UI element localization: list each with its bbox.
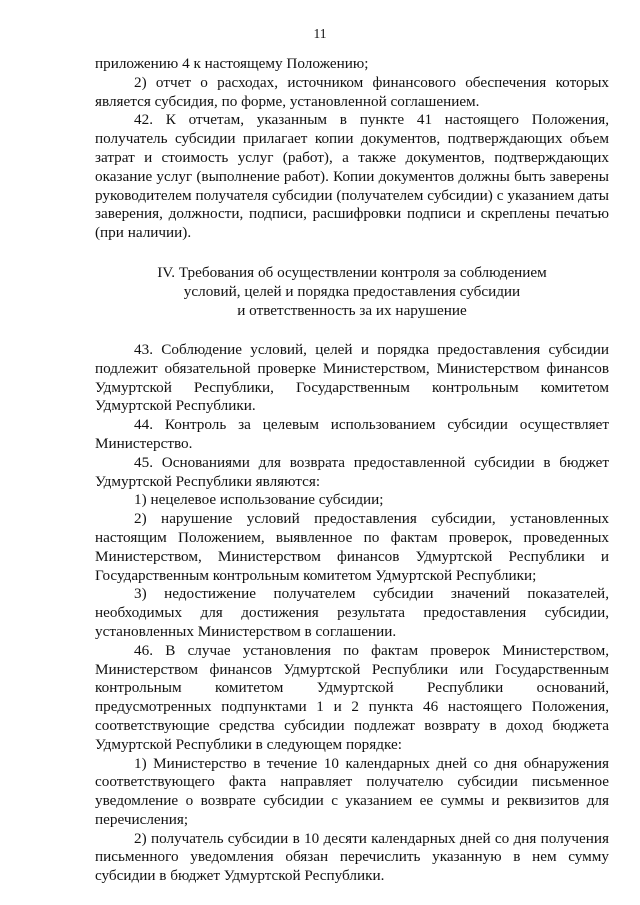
- paragraph: 2) получатель субсидии в 10 десяти календарных дней со дня получения письменного уведомления обязан перечислить указанную в нем сумму субсидии в бюджет Удмуртской Республики.: [95, 829, 609, 885]
- paragraph: 46. В случае установления по фактам проверок Министерством, Министерством финансов Удмуртской Республики или Государственным контрольным комитетом Удмуртской Республики оснований, предусмотренных подпунктами 1 и 2 пункта 46 настоящего Положения, соответствующие средства субсидии подлежат возврату в доход бюджета Удмуртской Республики в следующем порядке:: [95, 641, 609, 753]
- paragraph: 1) нецелевое использование субсидии;: [134, 491, 384, 509]
- section-heading-line: и ответственность за их нарушение: [237, 301, 467, 319]
- paragraph: 2) отчет о расходах, источником финансового обеспечения которых является субсидия, по форме, установленной соглашением.: [95, 73, 609, 110]
- paragraph: 44. Контроль за целевым использованием субсидии осуществляет Министерство.: [95, 416, 609, 452]
- section-heading-line: условий, целей и порядка предоставления субсидии: [183, 282, 521, 300]
- page-number: 11: [313, 26, 327, 41]
- paragraph: 45. Основаниями для возврата предоставленной субсидии в бюджет Удмуртской Республики являются:: [95, 453, 609, 490]
- section-heading: [95, 263, 609, 320]
- paragraph: 42. К отчетам, указанным в пункте 41 настоящего Положения, получатель субсидии прилагает копии документов, подтверждающих объем затрат и стоимость услуг (работ), а также документов, подтверждающих оказание услуг (выполнение работ). Копии документов должны быть заверены руководителем получателя субсидии (получателем субсидии) с указанием даты заверения, должности, подписи, расшифровки подписи и скреплены печатью (при наличии).: [95, 111, 609, 242]
- document-body: [95, 55, 609, 886]
- paragraph: 43. Соблюдение условий, целей и порядка предоставления субсидии подлежит обязательной проверке Министерством, Министерством финансов Удмуртской Республики, Государственным контрольным комитетом Удмуртской Республики.: [95, 340, 609, 415]
- section-heading-line: IV. Требования об осуществлении контроля за соблюдением: [157, 263, 547, 281]
- paragraph: 2) нарушение условий предоставления субсидии, установленных настоящим Положением, выявленное по фактам проверок, проведенных Министерством, Министерством финансов Удмуртской Республики и Государственным контрольным комитетом Удмуртской Республики;: [95, 510, 609, 584]
- paragraph: приложению 4 к настоящему Положению;: [95, 55, 369, 72]
- paragraph: 1) Министерство в течение 10 календарных дней со дня обнаружения соответствующего факта направляет получателю субсидии письменное уведомление о возврате субсидии с указанием ее суммы и реквизитов для перечисления;: [95, 754, 609, 828]
- paragraph: 3) недостижение получателем субсидии значений показателей, необходимых для достижения результата предоставления субсидии, установленных Министерством в соглашении.: [95, 585, 609, 640]
